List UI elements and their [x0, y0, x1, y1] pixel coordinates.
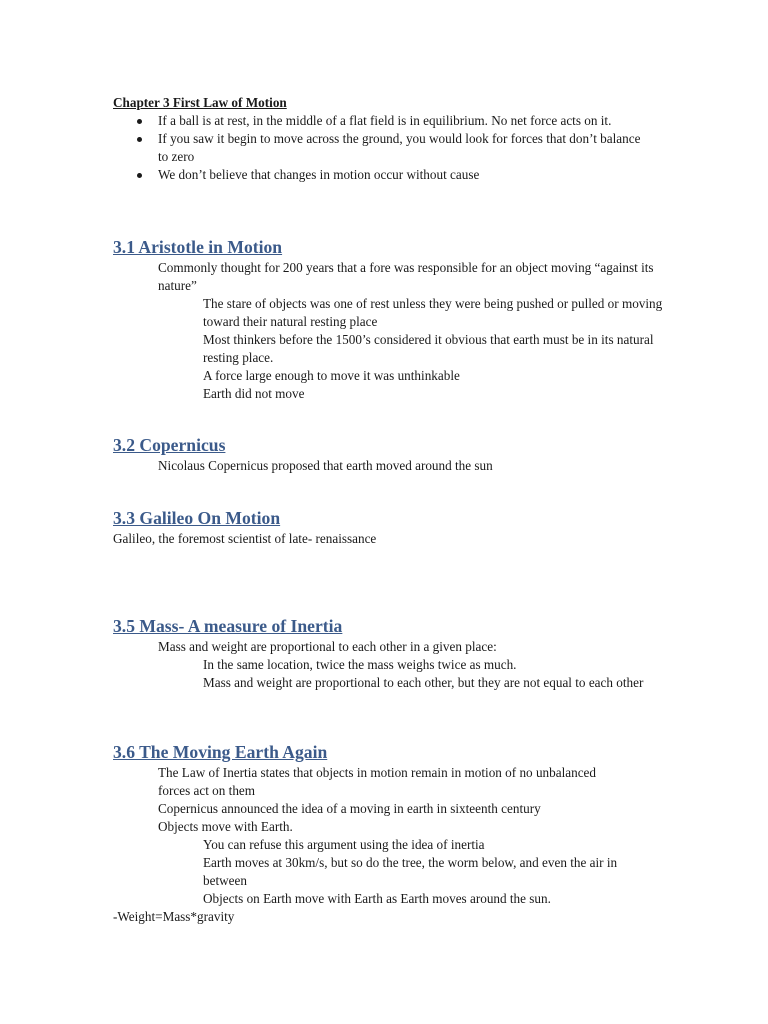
paragraph: Commonly thought for 200 years that a fore was responsible for an object moving “against its nature” [158, 260, 654, 293]
paragraph: Mass and weight are proportional to each other, but they are not equal to each other [203, 675, 644, 690]
paragraph: Most thinkers before the 1500’s considered it obvious that earth must be in its natural resting place. [203, 332, 654, 365]
heading-3-6: 3.6 The Moving Earth Again [113, 742, 328, 762]
paragraph: Mass and weight are proportional to each other in a given place: [158, 639, 497, 654]
heading-3-5: 3.5 Mass- A measure of Inertia [113, 616, 343, 636]
paragraph: Galileo, the foremost scientist of late- renaissance [113, 531, 377, 546]
paragraph: The stare of objects was one of rest unless they were being pushed or pulled or moving toward their natural resting place [203, 296, 663, 329]
paragraph: You can refuse this argument using the idea of inertia [203, 837, 485, 852]
chapter-bullet-list [113, 112, 653, 184]
paragraph: A force large enough to move it was unthinkable [203, 368, 460, 383]
chapter-title: Chapter 3 First Law of Motion [113, 95, 287, 110]
formula-line: -Weight=Mass*gravity [113, 909, 235, 924]
paragraph: Earth moves at 30km/s, but so do the tree, the worm below, and even the air in between [203, 855, 618, 888]
paragraph: Objects on Earth move with Earth as Earth moves around the sun. [203, 891, 551, 906]
paragraph: Earth did not move [203, 386, 305, 401]
paragraph: In the same location, twice the mass weighs twice as much. [203, 657, 517, 672]
bullet-item: We don’t believe that changes in motion occur without cause [113, 166, 653, 184]
paragraph: Nicolaus Copernicus proposed that earth moved around the sun [158, 458, 493, 473]
paragraph: The Law of Inertia states that objects in motion remain in motion of no unbalanced forces act on them [158, 765, 596, 798]
bullet-item: If you saw it begin to move across the ground, you would look for forces that don’t balance to zero [113, 130, 653, 166]
paragraph: Objects move with Earth. [158, 819, 293, 834]
heading-3-1: 3.1 Aristotle in Motion [113, 237, 283, 257]
bullet-item: If a ball is at rest, in the middle of a flat field is in equilibrium. No net force acts on it. [113, 112, 653, 130]
paragraph: Copernicus announced the idea of a moving in earth in sixteenth century [158, 801, 541, 816]
heading-3-3: 3.3 Galileo On Motion [113, 508, 281, 528]
heading-3-2: 3.2 Copernicus [113, 435, 226, 455]
